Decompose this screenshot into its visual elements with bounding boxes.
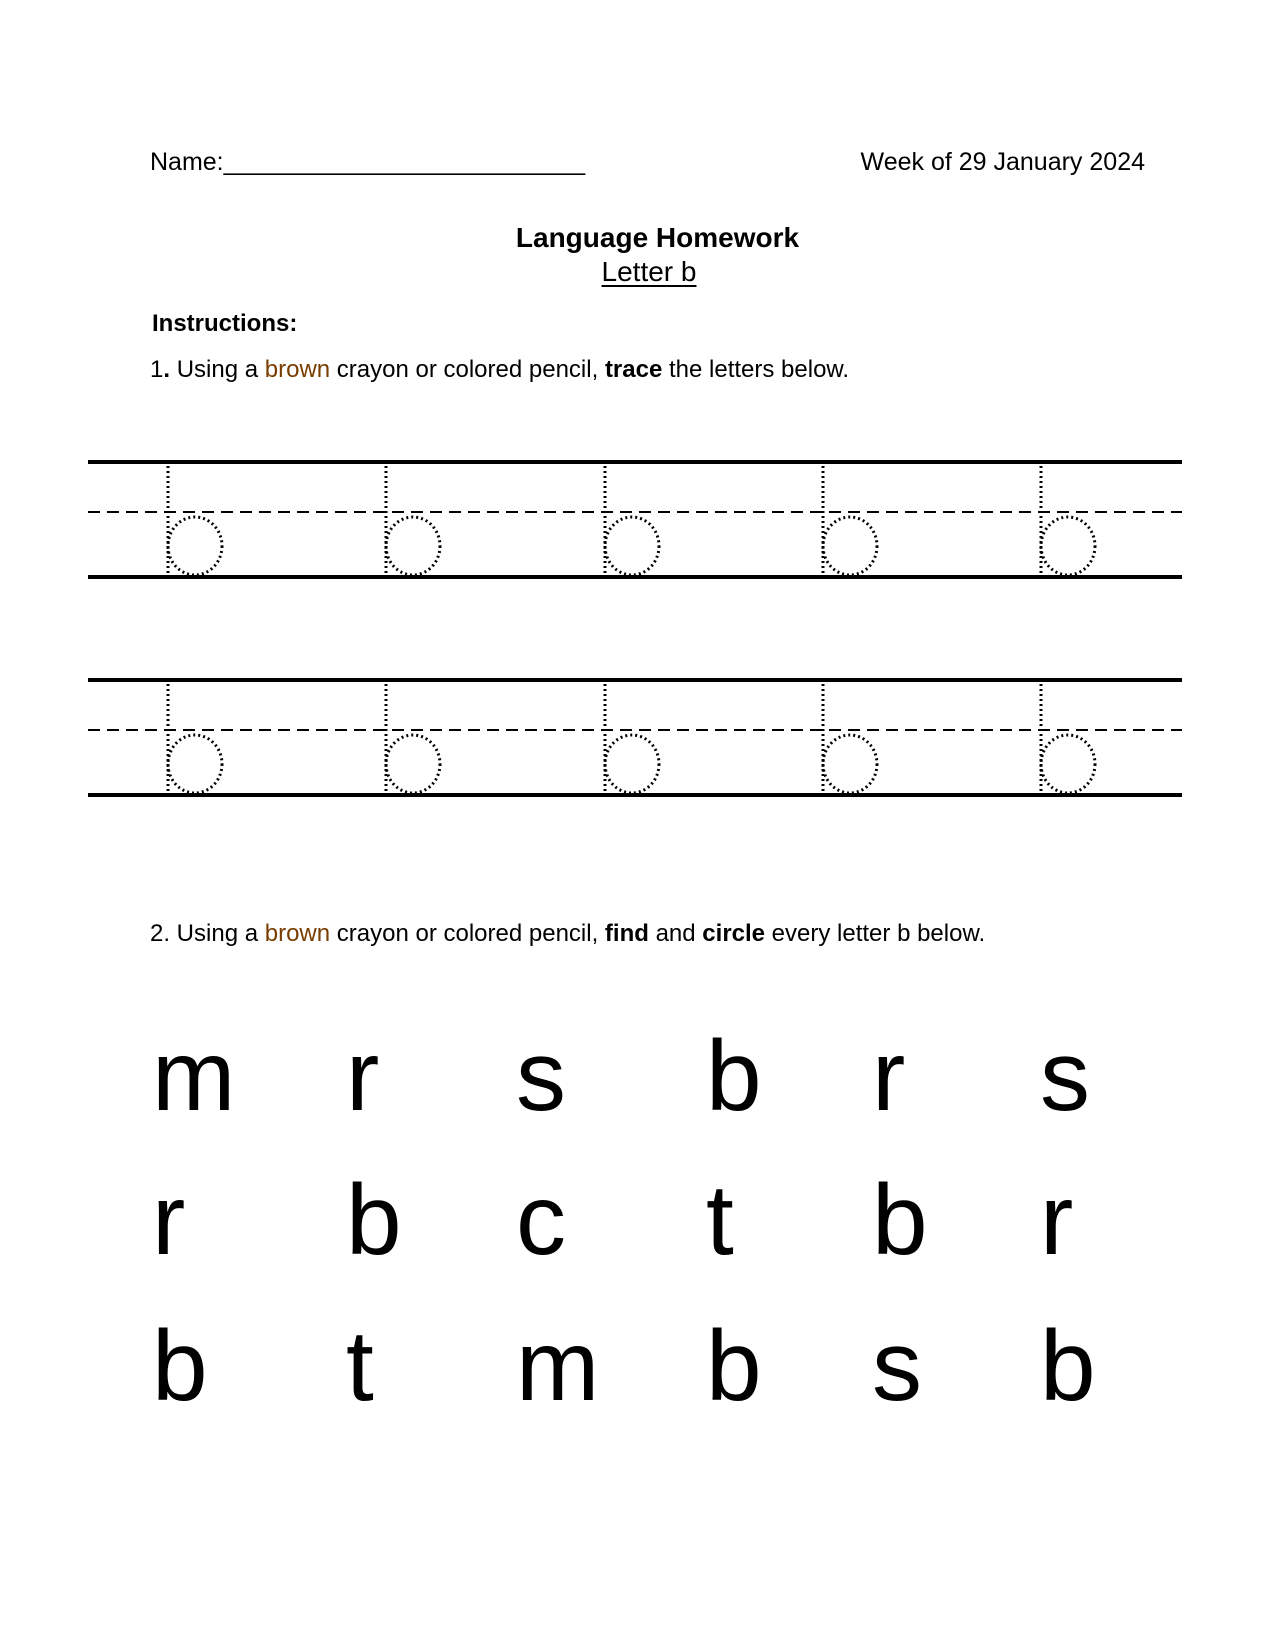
grid-letter: s xyxy=(1040,1020,1090,1132)
grid-letter: r xyxy=(872,1020,906,1132)
grid-letter: b xyxy=(706,1310,762,1422)
step-2-text-c: every letter b below. xyxy=(765,920,986,947)
grid-letter: t xyxy=(346,1310,374,1422)
grid-letter: b xyxy=(152,1310,208,1422)
grid-letter: m xyxy=(516,1310,600,1422)
name-blank: __________________________ xyxy=(223,148,586,176)
step-2-brown-word: brown xyxy=(264,920,331,947)
step-1-text-b: crayon or colored pencil, xyxy=(330,356,605,383)
grid-letter: b xyxy=(872,1164,928,1276)
grid-letter: c xyxy=(516,1164,566,1276)
grid-letter: b xyxy=(1040,1310,1096,1422)
grid-letter: r xyxy=(346,1020,380,1132)
grid-letter: b xyxy=(346,1164,402,1276)
instructions-heading: Instructions: xyxy=(152,310,298,337)
subtitle-text: Letter b xyxy=(601,256,697,287)
step-1-dot: . xyxy=(163,356,171,383)
grid-letter: r xyxy=(152,1164,186,1276)
step-1-number: 1 xyxy=(150,356,164,383)
grid-letter: s xyxy=(516,1020,566,1132)
grid-letter: s xyxy=(872,1310,922,1422)
page-title: Language Homework xyxy=(515,222,800,253)
step-1-text-c: the letters below. xyxy=(662,356,850,383)
step-1-brown-word: brown xyxy=(264,356,331,383)
step-1-text-a: Using a xyxy=(170,356,265,383)
step-1-bold-word: trace xyxy=(604,356,663,383)
name-label: Name: xyxy=(150,148,224,176)
grid-letter: b xyxy=(706,1020,762,1132)
step-2-bold-find: find xyxy=(604,920,649,947)
step-2-and: and xyxy=(648,920,703,947)
step-2-text-b: crayon or colored pencil, xyxy=(330,920,605,947)
step-2-prefix: 2. Using a xyxy=(150,920,265,947)
step-2-bold-circle: circle xyxy=(702,920,766,947)
grid-letter: m xyxy=(152,1020,236,1132)
grid-letter: r xyxy=(1040,1164,1074,1276)
grid-letter: t xyxy=(706,1164,734,1276)
week-date: Week of 29 January 2024 xyxy=(860,148,1145,176)
